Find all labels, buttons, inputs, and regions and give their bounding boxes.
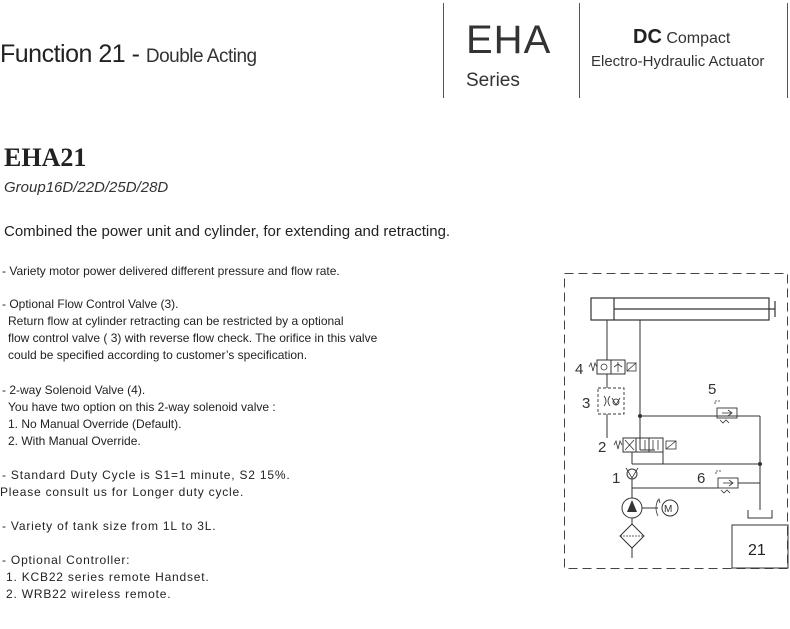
label-5: 5 [708,381,717,398]
feature-controller-title: - Optional Controller: [2,553,131,567]
model-description: Combined the power unit and cylinder, for extending and retracting. [4,223,451,240]
series-label: Series [466,70,520,91]
feature-solenoid-line-3: 2. With Manual Override. [8,434,141,448]
flow-control-valve-3 [598,388,624,414]
label-4: 4 [575,361,584,378]
label-3: 3 [582,395,591,412]
tank-symbol [748,510,772,518]
directional-valve-2 [614,438,676,452]
feature-controller-line-2: 2. WRB22 wireless remote. [6,587,172,601]
model-group: Group16D/22D/25D/28D [4,179,169,196]
dc-label: DC [633,26,662,48]
solenoid-valve-4 [589,360,636,374]
feature-solenoid-line-2: 1. No Manual Override (Default). [8,417,182,431]
feature-flow-line-1: Return flow at cylinder retracting can be restricted by a optional [8,314,344,328]
label-2: 2 [598,439,607,456]
feature-motor: - Variety motor power delivered different pressure and flow rate. [2,264,340,278]
relief-valve-6 [716,471,738,493]
series-code: EHA [466,18,552,62]
motor-label: M [664,504,673,515]
filter-symbol [620,524,644,558]
function-number: 21 [748,542,766,559]
feature-duty-line-1: - Standard Duty Cycle is S1=1 minute, S2 15%. [2,468,291,482]
feature-solenoid-line-1: You have two option on this 2-way solenoid valve : [8,400,276,414]
feature-flow-line-2: flow control valve ( 3) with reverse flow check. The orifice in this valve [8,331,378,345]
label-6: 6 [697,470,706,487]
feature-flow-title: - Optional Flow Control Valve (3). [2,297,179,311]
function-subtitle: Double Acting [145,46,257,67]
header-divider-middle [579,3,580,98]
compact-label: Compact [661,30,731,47]
model-name: EHA21 [4,143,87,172]
pump-symbol [622,498,658,524]
dc-compact-label [633,26,730,49]
feature-solenoid-title: - 2-way Solenoid Valve (4). [2,383,146,397]
label-1: 1 [612,470,621,487]
motor-symbol [656,499,678,516]
hydraulic-schematic [560,268,790,573]
check-valve-1 [626,468,638,479]
header-divider-right [787,3,788,98]
header-divider-left [443,3,444,98]
cylinder-symbol [591,298,775,320]
function-title-main: Function 21 - [0,40,146,68]
product-name: Electro-Hydraulic Actuator [591,53,765,70]
function-title [0,40,257,69]
feature-duty-line-2: Please consult us for Longer duty cycle. [0,485,245,499]
schematic-border [565,274,788,569]
feature-controller-line-1: 1. KCB22 series remote Handset. [6,570,210,584]
relief-valve-5 [715,401,737,423]
feature-tank: - Variety of tank size from 1L to 3L. [2,519,217,533]
feature-flow-line-3: could be specified according to customer’s specification. [8,348,308,362]
